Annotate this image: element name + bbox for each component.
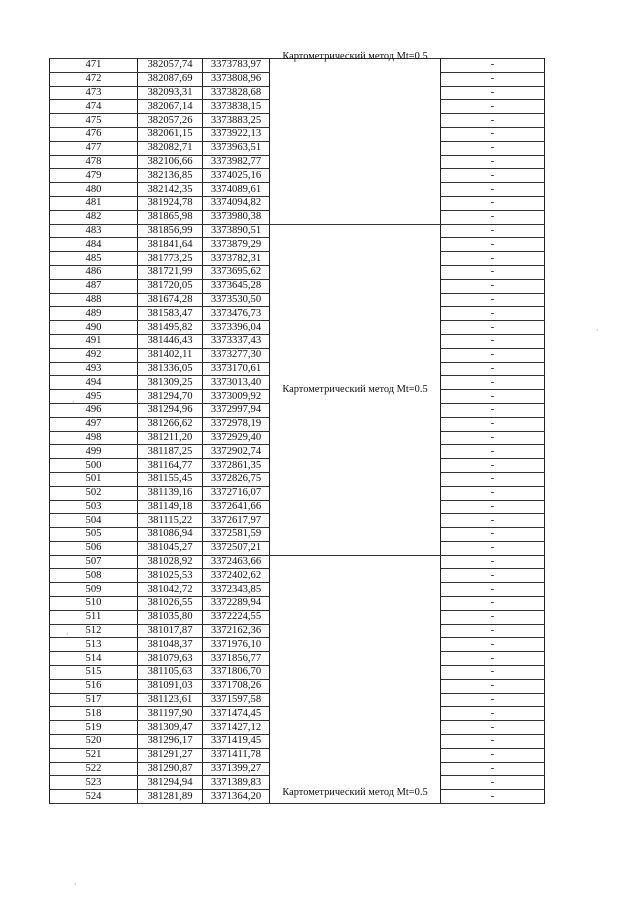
point-number-cell: 507 (50, 555, 138, 569)
accuracy-cell: - (441, 183, 545, 197)
x-coordinate-cell: 381079,63 (138, 652, 203, 666)
accuracy-cell: - (441, 445, 545, 459)
x-coordinate-cell: 381841,64 (138, 238, 203, 252)
point-number-cell: 523 (50, 776, 138, 790)
accuracy-cell: - (441, 790, 545, 804)
x-coordinate-cell: 381856,99 (138, 224, 203, 238)
accuracy-cell: - (441, 252, 545, 266)
point-number-cell: 491 (50, 334, 138, 348)
scan-speck: · (66, 630, 69, 639)
y-coordinate-cell: 3373808,96 (203, 72, 270, 86)
method-label: Картометрический метод Mt=0.5 (282, 383, 428, 395)
y-coordinate-cell: 3372581,59 (203, 528, 270, 542)
accuracy-cell: - (441, 597, 545, 611)
y-coordinate-cell: 3373396,04 (203, 321, 270, 335)
point-number-cell: 517 (50, 693, 138, 707)
accuracy-cell: - (441, 638, 545, 652)
accuracy-cell: - (441, 486, 545, 500)
accuracy-cell: - (441, 127, 545, 141)
point-number-cell: 484 (50, 238, 138, 252)
y-coordinate-cell: 3372289,94 (203, 597, 270, 611)
x-coordinate-cell: 381017,87 (138, 624, 203, 638)
point-number-cell: 492 (50, 348, 138, 362)
y-coordinate-cell: 3372997,94 (203, 403, 270, 417)
y-coordinate-cell: 3373695,62 (203, 265, 270, 279)
y-coordinate-cell: 3373890,51 (203, 224, 270, 238)
y-coordinate-cell: 3373838,15 (203, 100, 270, 114)
y-coordinate-cell: 3372902,74 (203, 445, 270, 459)
point-number-cell: 511 (50, 610, 138, 624)
x-coordinate-cell: 382061,15 (138, 127, 203, 141)
x-coordinate-cell: 382057,26 (138, 114, 203, 128)
point-number-cell: 494 (50, 376, 138, 390)
y-coordinate-cell: 3372826,75 (203, 472, 270, 486)
x-coordinate-cell: 381187,25 (138, 445, 203, 459)
accuracy-cell: - (441, 707, 545, 721)
point-number-cell: 514 (50, 652, 138, 666)
x-coordinate-cell: 382067,14 (138, 100, 203, 114)
y-coordinate-cell: 3371389,83 (203, 776, 270, 790)
y-coordinate-cell: 3371597,58 (203, 693, 270, 707)
point-number-cell: 495 (50, 390, 138, 404)
y-coordinate-cell: 3372507,21 (203, 541, 270, 555)
point-number-cell: 482 (50, 210, 138, 224)
x-coordinate-cell: 381139,16 (138, 486, 203, 500)
point-number-cell: 521 (50, 748, 138, 762)
point-number-cell: 506 (50, 541, 138, 555)
point-number-cell: 480 (50, 183, 138, 197)
accuracy-cell: - (441, 279, 545, 293)
y-coordinate-cell: 3374094,82 (203, 196, 270, 210)
x-coordinate-cell: 381155,45 (138, 472, 203, 486)
y-coordinate-cell: 3372224,55 (203, 610, 270, 624)
accuracy-cell: - (441, 735, 545, 749)
accuracy-cell: - (441, 583, 545, 597)
point-number-cell: 509 (50, 583, 138, 597)
x-coordinate-cell: 382136,85 (138, 169, 203, 183)
y-coordinate-cell: 3373783,97 (203, 59, 270, 73)
x-coordinate-cell: 381086,94 (138, 528, 203, 542)
point-number-cell: 496 (50, 403, 138, 417)
y-coordinate-cell: 3372978,19 (203, 417, 270, 431)
point-number-cell: 512 (50, 624, 138, 638)
point-number-cell: 522 (50, 762, 138, 776)
x-coordinate-cell: 381296,17 (138, 735, 203, 749)
x-coordinate-cell: 381309,47 (138, 721, 203, 735)
accuracy-cell: - (441, 307, 545, 321)
point-number-cell: 520 (50, 735, 138, 749)
point-number-cell: 474 (50, 100, 138, 114)
accuracy-cell: - (441, 652, 545, 666)
x-coordinate-cell: 381674,28 (138, 293, 203, 307)
method-label: Картометрический метод Mt=0.5 (282, 787, 428, 799)
point-number-cell: 473 (50, 86, 138, 100)
x-coordinate-cell: 381294,96 (138, 403, 203, 417)
accuracy-cell: - (441, 376, 545, 390)
point-number-cell: 489 (50, 307, 138, 321)
x-coordinate-cell: 381115,22 (138, 514, 203, 528)
x-coordinate-cell: 381290,87 (138, 762, 203, 776)
coordinates-table-body (50, 51, 545, 804)
accuracy-cell: - (441, 59, 545, 73)
y-coordinate-cell: 3373009,92 (203, 390, 270, 404)
accuracy-cell: - (441, 141, 545, 155)
table-row (50, 555, 545, 569)
point-number-cell: 497 (50, 417, 138, 431)
coordinates-table (49, 51, 545, 804)
x-coordinate-cell: 381291,27 (138, 748, 203, 762)
point-number-cell: 504 (50, 514, 138, 528)
x-coordinate-cell: 381309,25 (138, 376, 203, 390)
y-coordinate-cell: 3373879,29 (203, 238, 270, 252)
x-coordinate-cell: 381336,05 (138, 362, 203, 376)
y-coordinate-cell: 3372343,85 (203, 583, 270, 597)
accuracy-cell: - (441, 362, 545, 376)
x-coordinate-cell: 381294,70 (138, 390, 203, 404)
y-coordinate-cell: 3374025,16 (203, 169, 270, 183)
x-coordinate-cell: 381865,98 (138, 210, 203, 224)
accuracy-cell: - (441, 169, 545, 183)
x-coordinate-cell: 381028,92 (138, 555, 203, 569)
y-coordinate-cell: 3371856,77 (203, 652, 270, 666)
table-row (50, 224, 545, 238)
scan-speck: · (596, 326, 599, 335)
y-coordinate-cell: 3371708,26 (203, 679, 270, 693)
point-number-cell: 493 (50, 362, 138, 376)
point-number-cell: 472 (50, 72, 138, 86)
x-coordinate-cell: 381035,80 (138, 610, 203, 624)
y-coordinate-cell: 3371399,27 (203, 762, 270, 776)
accuracy-cell: - (441, 624, 545, 638)
y-coordinate-cell: 3372463,66 (203, 555, 270, 569)
point-number-cell: 476 (50, 127, 138, 141)
accuracy-cell: - (441, 238, 545, 252)
accuracy-cell: - (441, 210, 545, 224)
x-coordinate-cell: 382087,69 (138, 72, 203, 86)
point-number-cell: 483 (50, 224, 138, 238)
accuracy-cell: - (441, 459, 545, 473)
accuracy-cell: - (441, 748, 545, 762)
x-coordinate-cell: 382093,31 (138, 86, 203, 100)
point-number-cell: 524 (50, 790, 138, 804)
point-number-cell: 488 (50, 293, 138, 307)
point-number-cell: 471 (50, 59, 138, 73)
method-cell (270, 555, 441, 803)
point-number-cell: 515 (50, 666, 138, 680)
accuracy-cell: - (441, 762, 545, 776)
y-coordinate-cell: 3371364,20 (203, 790, 270, 804)
accuracy-cell: - (441, 321, 545, 335)
y-coordinate-cell: 3372861,35 (203, 459, 270, 473)
y-coordinate-cell: 3373963,51 (203, 141, 270, 155)
x-coordinate-cell: 381583,47 (138, 307, 203, 321)
y-coordinate-cell: 3374089,61 (203, 183, 270, 197)
x-coordinate-cell: 381123,61 (138, 693, 203, 707)
point-number-cell: 475 (50, 114, 138, 128)
x-coordinate-cell: 381266,62 (138, 417, 203, 431)
method-cell (270, 51, 441, 225)
x-coordinate-cell: 381042,72 (138, 583, 203, 597)
point-number-cell: 479 (50, 169, 138, 183)
y-coordinate-cell: 3371806,70 (203, 666, 270, 680)
point-number-cell: 498 (50, 431, 138, 445)
accuracy-cell: - (441, 72, 545, 86)
accuracy-cell: - (441, 114, 545, 128)
x-coordinate-cell: 381402,11 (138, 348, 203, 362)
accuracy-cell: - (441, 390, 545, 404)
accuracy-cell: - (441, 472, 545, 486)
y-coordinate-cell: 3372402,62 (203, 569, 270, 583)
accuracy-cell: - (441, 610, 545, 624)
point-number-cell: 519 (50, 721, 138, 735)
x-coordinate-cell: 381720,05 (138, 279, 203, 293)
accuracy-cell: - (441, 500, 545, 514)
x-coordinate-cell: 382057,74 (138, 59, 203, 73)
point-number-cell: 490 (50, 321, 138, 335)
x-coordinate-cell: 381924,78 (138, 196, 203, 210)
y-coordinate-cell: 3373982,77 (203, 155, 270, 169)
accuracy-cell: - (441, 693, 545, 707)
accuracy-cell: - (441, 721, 545, 735)
accuracy-cell: - (441, 196, 545, 210)
y-coordinate-cell: 3372929,40 (203, 431, 270, 445)
y-coordinate-cell: 3372162,36 (203, 624, 270, 638)
accuracy-cell: - (441, 569, 545, 583)
point-number-cell: 508 (50, 569, 138, 583)
accuracy-cell: - (441, 403, 545, 417)
y-coordinate-cell: 3373883,25 (203, 114, 270, 128)
accuracy-cell: - (441, 334, 545, 348)
scan-speck: · (74, 880, 77, 889)
y-coordinate-cell: 3371427,12 (203, 721, 270, 735)
x-coordinate-cell: 381446,43 (138, 334, 203, 348)
point-number-cell: 485 (50, 252, 138, 266)
x-coordinate-cell: 381105,63 (138, 666, 203, 680)
x-coordinate-cell: 381045,27 (138, 541, 203, 555)
y-coordinate-cell: 3373645,28 (203, 279, 270, 293)
x-coordinate-cell: 382142,35 (138, 183, 203, 197)
y-coordinate-cell: 3373530,50 (203, 293, 270, 307)
accuracy-cell: - (441, 528, 545, 542)
accuracy-cell: - (441, 776, 545, 790)
x-coordinate-cell: 381026,55 (138, 597, 203, 611)
point-number-cell: 477 (50, 141, 138, 155)
y-coordinate-cell: 3371474,45 (203, 707, 270, 721)
point-number-cell: 478 (50, 155, 138, 169)
y-coordinate-cell: 3372641,66 (203, 500, 270, 514)
y-coordinate-cell: 3373782,31 (203, 252, 270, 266)
y-coordinate-cell: 3373170,61 (203, 362, 270, 376)
point-number-cell: 503 (50, 500, 138, 514)
x-coordinate-cell: 381025,53 (138, 569, 203, 583)
accuracy-cell: - (441, 293, 545, 307)
accuracy-cell: - (441, 224, 545, 238)
x-coordinate-cell: 381197,90 (138, 707, 203, 721)
point-number-cell: 486 (50, 265, 138, 279)
y-coordinate-cell: 3373476,73 (203, 307, 270, 321)
x-coordinate-cell: 381149,18 (138, 500, 203, 514)
accuracy-cell: - (441, 679, 545, 693)
point-number-cell: 501 (50, 472, 138, 486)
point-number-cell: 481 (50, 196, 138, 210)
x-coordinate-cell: 381495,82 (138, 321, 203, 335)
y-coordinate-cell: 3371411,78 (203, 748, 270, 762)
accuracy-cell: - (441, 514, 545, 528)
point-number-cell: 518 (50, 707, 138, 721)
y-coordinate-cell: 3373337,43 (203, 334, 270, 348)
accuracy-cell: - (441, 86, 545, 100)
x-coordinate-cell: 381294,94 (138, 776, 203, 790)
accuracy-cell: - (441, 417, 545, 431)
y-coordinate-cell: 3371419,45 (203, 735, 270, 749)
accuracy-cell: - (441, 555, 545, 569)
table-row (50, 59, 545, 73)
y-coordinate-cell: 3372716,07 (203, 486, 270, 500)
point-number-cell: 487 (50, 279, 138, 293)
y-coordinate-cell: 3373013,40 (203, 376, 270, 390)
point-number-cell: 516 (50, 679, 138, 693)
point-number-cell: 513 (50, 638, 138, 652)
accuracy-cell: - (441, 100, 545, 114)
point-number-cell: 502 (50, 486, 138, 500)
x-coordinate-cell: 381164,77 (138, 459, 203, 473)
x-coordinate-cell: 382106,66 (138, 155, 203, 169)
point-number-cell: 499 (50, 445, 138, 459)
method-label: Картометрический метод Mt=0.5 (282, 51, 428, 62)
accuracy-cell: - (441, 155, 545, 169)
accuracy-cell: - (441, 666, 545, 680)
x-coordinate-cell: 381211,20 (138, 431, 203, 445)
y-coordinate-cell: 3371976,10 (203, 638, 270, 652)
accuracy-cell: - (441, 265, 545, 279)
accuracy-cell: - (441, 431, 545, 445)
x-coordinate-cell: 381281,89 (138, 790, 203, 804)
point-number-cell: 500 (50, 459, 138, 473)
y-coordinate-cell: 3373980,38 (203, 210, 270, 224)
x-coordinate-cell: 381773,25 (138, 252, 203, 266)
y-coordinate-cell: 3373922,13 (203, 127, 270, 141)
point-number-cell: 505 (50, 528, 138, 542)
y-coordinate-cell: 3373277,30 (203, 348, 270, 362)
accuracy-cell: - (441, 541, 545, 555)
x-coordinate-cell: 381091,03 (138, 679, 203, 693)
y-coordinate-cell: 3373828,68 (203, 86, 270, 100)
x-coordinate-cell: 382082,71 (138, 141, 203, 155)
y-coordinate-cell: 3372617,97 (203, 514, 270, 528)
x-coordinate-cell: 381721,99 (138, 265, 203, 279)
scan-speck: · (72, 398, 75, 407)
x-coordinate-cell: 381048,37 (138, 638, 203, 652)
point-number-cell: 510 (50, 597, 138, 611)
accuracy-cell: - (441, 348, 545, 362)
method-cell (270, 224, 441, 555)
